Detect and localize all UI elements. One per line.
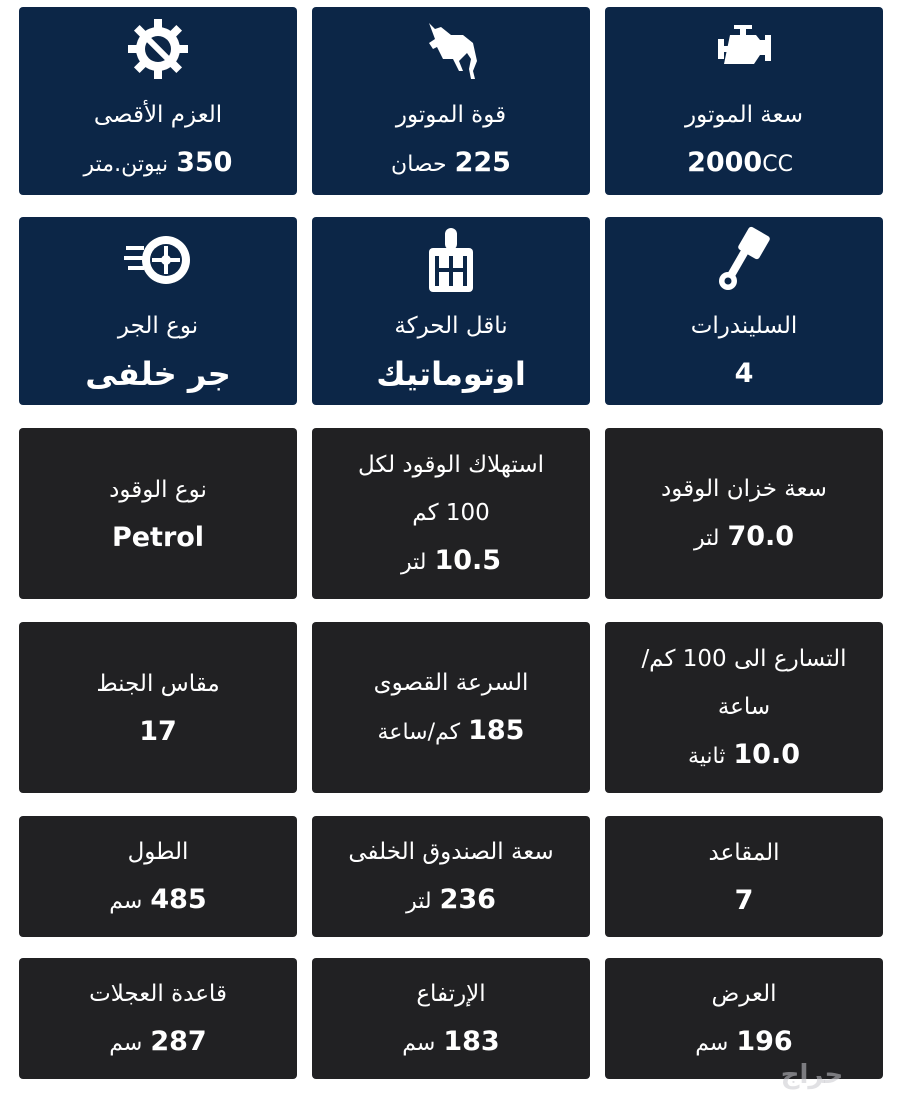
spec-label: سعة الموتور	[685, 102, 803, 128]
piston-icon	[708, 224, 780, 296]
spec-label: المقاعد	[708, 839, 780, 866]
spec-card-length	[19, 816, 297, 937]
spec-label: السرعة القصوى	[373, 669, 529, 696]
spec-card-fuel-consumption	[312, 428, 590, 599]
spec-card-torque	[19, 7, 297, 195]
spec-label: السليندرات	[690, 313, 798, 339]
spec-label: العرض	[711, 980, 777, 1007]
spec-card-rim-size	[19, 622, 297, 793]
spec-label: قوة الموتور	[395, 102, 507, 128]
spec-value: 10.5لتر	[400, 544, 502, 576]
spec-card-seats	[605, 816, 883, 937]
spec-value: اوتوماتيك	[376, 355, 526, 393]
spec-card-fuel-tank	[605, 428, 883, 599]
spec-card-top-speed	[312, 622, 590, 793]
spec-label-line2: 100 كم	[412, 499, 490, 526]
engine-icon	[708, 13, 780, 85]
spec-card-fuel-type	[19, 428, 297, 599]
spec-value: 7	[734, 884, 754, 916]
spec-value: 225حصان	[391, 147, 511, 178]
spec-card-transmission	[312, 217, 590, 405]
spec-card-wheelbase	[19, 958, 297, 1079]
drive-wheel-icon	[122, 224, 194, 296]
horse-icon	[415, 13, 487, 85]
spec-label-line2: ساعة	[717, 693, 771, 720]
spec-card-acceleration	[605, 622, 883, 793]
spec-label: نوع الوقود	[109, 476, 207, 503]
spec-value: 350نيوتن.متر	[83, 147, 233, 178]
spec-value: 70.0لتر	[693, 520, 795, 552]
spec-label: قاعدة العجلات	[89, 980, 227, 1007]
spec-card-engine-capacity	[605, 7, 883, 195]
spec-value: 183سم	[402, 1025, 500, 1057]
spec-card-cylinders	[605, 217, 883, 405]
spec-label: الطول	[127, 838, 189, 865]
spec-value: 10.0ثانية	[688, 738, 801, 770]
spec-value: 287سم	[109, 1025, 207, 1057]
spec-card-drive-type	[19, 217, 297, 405]
spec-label: سعة الصندوق الخلفى	[348, 838, 554, 865]
spec-label: سعة خزان الوقود	[661, 475, 827, 502]
spec-card-horsepower	[312, 7, 590, 195]
haraj-watermark: حراج	[780, 1060, 844, 1090]
spec-label: نوع الجر	[117, 313, 199, 339]
spec-label: ناقل الحركة	[394, 313, 508, 339]
spec-card-height	[312, 958, 590, 1079]
gear-shift-icon	[415, 224, 487, 296]
spec-label: التسارع الى 100 كم/	[641, 645, 847, 672]
spec-value: 185كم/ساعة	[377, 714, 525, 746]
wrench-gear-icon	[122, 13, 194, 85]
spec-value: جر خلفى	[85, 355, 231, 393]
spec-label: مقاس الجنط	[96, 670, 220, 697]
spec-value: 4	[734, 358, 754, 389]
spec-label: استهلاك الوقود لكل	[357, 451, 545, 478]
spec-label: الإرتفاع	[416, 980, 486, 1007]
spec-value: 485سم	[109, 883, 207, 915]
spec-value: 17	[139, 715, 177, 747]
spec-value: 2000CC	[687, 147, 793, 178]
spec-label: العزم الأقصى	[93, 102, 223, 128]
spec-card-trunk-capacity	[312, 816, 590, 937]
spec-value: Petrol	[111, 521, 205, 553]
spec-value: 236لتر	[406, 883, 496, 915]
spec-value: 196سم	[695, 1025, 793, 1057]
